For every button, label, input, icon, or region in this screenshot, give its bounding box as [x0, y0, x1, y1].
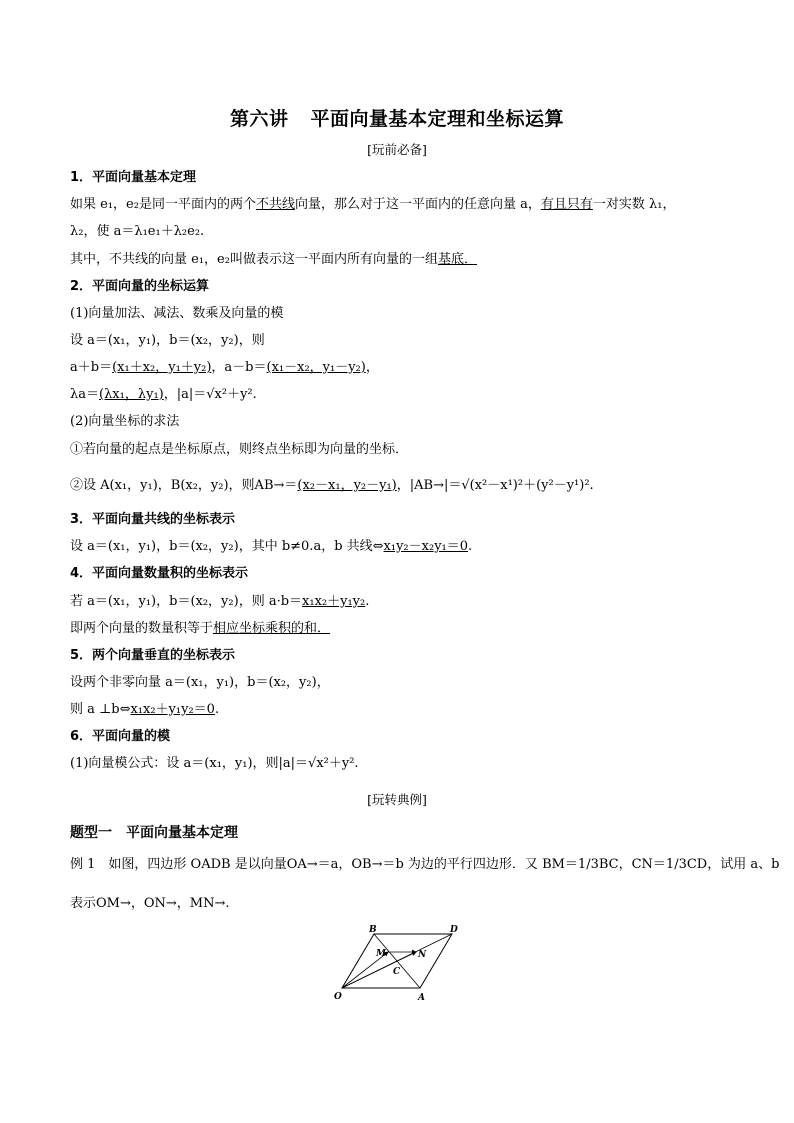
- label-M: M: [376, 949, 386, 959]
- title-topic: 平面向量基本定理和坐标运算: [310, 108, 565, 130]
- heading-6: 6．平面向量的模: [70, 729, 171, 744]
- theorem-line-2: λ₂，使 a＝λ₁e₁＋λ₂e₂.: [70, 224, 205, 239]
- underlined-seg: (λx₁，λy₁): [99, 387, 164, 402]
- theorem-line-1: [70, 193, 675, 212]
- text-seg: 则 a ⊥b⇔: [70, 702, 131, 717]
- magnitude-formula-line: (1)向量模公式：设 a＝(x₁，y₁)，则|a|＝√x²＋y².: [70, 756, 359, 771]
- text-seg: ，: [365, 360, 379, 375]
- heading-1: 1．平面向量基本定理: [70, 170, 197, 185]
- theorem-line-3: [70, 248, 477, 267]
- heading-5: 5．两个向量垂直的坐标表示: [70, 648, 236, 663]
- text-seg: ，a－b＝: [211, 360, 267, 375]
- coord-rule-2: [70, 474, 594, 493]
- text-seg: ②设 A(x₁，y₁)，B(x₂，y₂)，则AB→＝: [70, 478, 298, 493]
- example-type-title: 题型一 平面向量基本定理: [70, 825, 238, 841]
- underlined-seg: (x₁－x₂，y₁－y₂): [266, 360, 366, 375]
- subheading-2-1: (1)向量加法、减法、数乘及向量的模: [70, 306, 284, 321]
- title-lecture-number: 第六讲: [229, 108, 289, 130]
- text-seg: 即两个向量的数量积等于: [70, 621, 214, 636]
- coord-def-line: 设 a＝(x₁，y₁)，b＝(x₂，y₂)，则: [70, 333, 265, 348]
- perp-def-line: 设两个非零向量 a＝(x₁，y₁)，b＝(x₂，y₂)，: [70, 675, 330, 690]
- dot-product-line: [70, 590, 369, 609]
- underlined-seg: 基底．: [437, 252, 477, 267]
- text-seg: 如果 e₁，e₂是同一平面内的两个: [70, 197, 256, 212]
- scalar-mult-line: [70, 383, 257, 402]
- underlined-seg: (x₂－x₁，y₂－y₁): [297, 478, 397, 493]
- heading-3: 3．平面向量共线的坐标表示: [70, 512, 236, 527]
- subheading-2-2: (2)向量坐标的求法: [70, 414, 180, 429]
- heading-4: 4．平面向量数量积的坐标表示: [70, 566, 249, 581]
- add-sub-line: [70, 356, 379, 375]
- example-text-line-1: 例 1 如图，四边形 OADB 是以向量OA→＝a，OB→＝b 为边的平行四边形．又 BM＝1/3BC，CN＝1/3CD，试用 a、b: [70, 857, 780, 872]
- label-O: O: [334, 992, 342, 1002]
- text-seg: 一对实数 λ₁，: [592, 197, 676, 212]
- example-text-line-2: 表示OM→，ON→，MN→.: [70, 896, 230, 911]
- collinear-line: [70, 535, 472, 554]
- underlined-seg: (x₁＋x₂，y₁＋y₂): [112, 360, 212, 375]
- label-N: N: [418, 950, 427, 960]
- heading-2: 2．平面向量的坐标运算: [70, 279, 210, 294]
- text-seg: 设 a＝(x₁，y₁)，b＝(x₂，y₂)，其中 b≠0.a，b 共线⇔: [70, 539, 384, 554]
- underlined-seg: 不共线: [255, 197, 295, 212]
- underlined-seg: 相应坐标乘积的和．: [213, 621, 331, 636]
- label-D: D: [450, 925, 458, 935]
- text-seg: a＋b＝: [70, 360, 113, 375]
- dot-product-meaning: [70, 617, 330, 636]
- parallelogram-figure: [320, 922, 480, 1006]
- text-seg: ，|AB→|＝√(x²－x¹)²＋(y²－y¹)².: [396, 478, 594, 493]
- text-seg: 若 a＝(x₁，y₁)，b＝(x₂，y₂)，则 a·b＝: [70, 594, 303, 609]
- text-seg: 其中，不共线的向量 e₁，e₂叫做表示这一平面内所有向量的一组: [70, 252, 438, 267]
- underlined-seg: x₁y₂－x₂y₁＝0: [383, 539, 469, 554]
- label-C: C: [393, 967, 401, 977]
- underlined-seg: x₁x₂＋y₁y₂＝0: [130, 702, 215, 717]
- page-title: [0, 104, 794, 131]
- text-seg: .: [468, 539, 473, 554]
- label-A: A: [418, 993, 425, 1003]
- underlined-seg: 有且只有: [540, 197, 593, 212]
- underlined-seg: x₁x₂＋y₁y₂: [302, 594, 366, 609]
- coord-rule-1: ①若向量的起点是坐标原点，则终点坐标即为向量的坐标．: [70, 442, 409, 457]
- section-tag-prep: [玩前必备]: [367, 142, 427, 157]
- label-B: B: [369, 925, 377, 935]
- perp-cond-line: [70, 698, 219, 717]
- text-seg: .: [365, 594, 370, 609]
- text-seg: ，|a|＝√x²＋y².: [163, 387, 257, 402]
- section-tag-examples: [玩转典例]: [367, 792, 427, 807]
- text-seg: 向量，那么对于这一平面内的任意向量 a，: [294, 197, 541, 212]
- text-seg: λa＝: [70, 387, 99, 402]
- text-seg: .: [214, 702, 220, 717]
